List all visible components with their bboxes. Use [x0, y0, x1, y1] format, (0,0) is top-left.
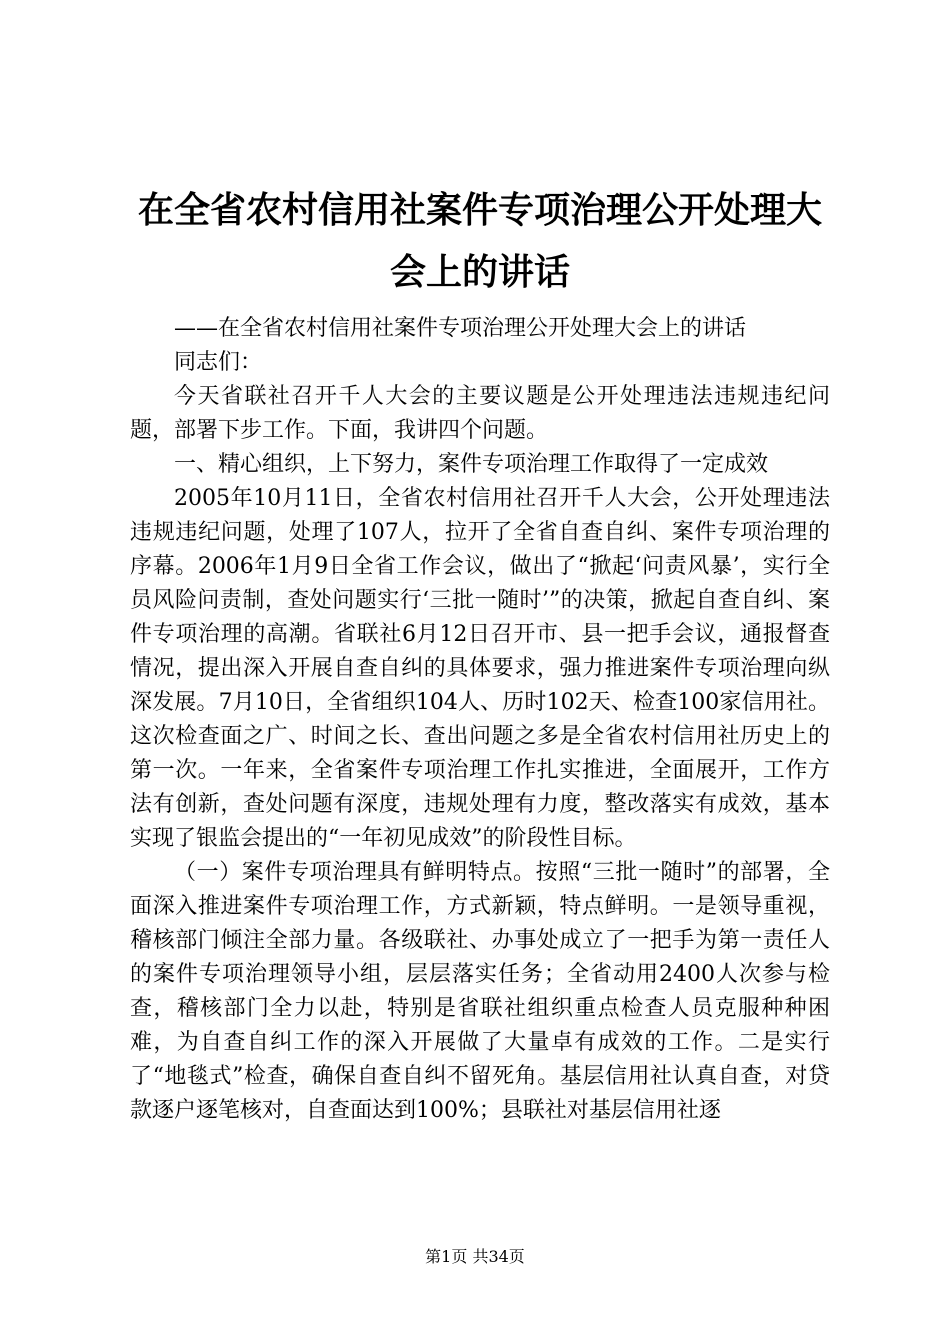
paragraph-3: （一）案件专项治理具有鲜明特点。按照“三批一随时”的部署，全面深入推进案件专项治理工作，方式新颖，特点鲜明。一是领导重视，稽核部门倾注全部力量。各级联社、办事处成立了一把手为第一责任人的案件专项治理领导小组，层层落实任务；全省动用2400人次参与检查，稽核部门全力以赴，特别是省联社组织重点检查人员克服种种困难，为自查自纠工作的深入开展做了大量卓有成效的工作。二是实行了“地毯式”检查，确保自查自纠不留死角。基层信用社认真自查，对贷款逐户逐笔核对，自查面达到100%；县联社对基层信用社逐	[130, 860, 830, 1123]
document-title: 在全省农村信用社案件专项治理公开处理大会上的讲话	[137, 190, 822, 293]
paragraph-2: 2005年10月11日，全省农村信用社召开千人大会，公开处理违法违规违纪问题，处理了107人，拉开了全省自查自纠、案件专项治理的序幕。2006年1月9日全省工作会议，做出了“掀起‘问责风暴’，实行全员风险问责制，查处问题实行‘三批一随时’”的决策，掀起自查自纠、案件专项治理的高潮。省联社6月12日召开市、县一把手会议，通报督查情况，提出深入开展自查自纠的具体要求，强力推进案件专项治理向纵深发展。7月10日，全省组织104人、历时102天、检查100家信用社。这次检查面之广、时间之长、查出问题之多是全省农村信用社历史上的第一次。一年来，全省案件专项治理工作扎实推进，全面展开，工作方法有创新，查处问题有深度，违规处理有力度，整改落实有成效，基本实现了银监会提出的“一年初见成效”的阶段性目标。	[130, 486, 830, 851]
document-subtitle: ——在全省农村信用社案件专项治理公开处理大会上的讲话	[174, 316, 747, 341]
document-page	[130, 180, 830, 1128]
paragraph-1: 今天省联社召开千人大会的主要议题是公开处理违法违规违纪问题，部署下步工作。下面，我讲四个问题。	[130, 384, 830, 443]
salutation: 同志们：	[174, 350, 263, 375]
document-body	[130, 312, 830, 1128]
page-footer: 第1页 共34页	[425, 1247, 525, 1266]
section-heading-1: 一、精心组织，上下努力，案件专项治理工作取得了一定成效	[174, 452, 769, 477]
